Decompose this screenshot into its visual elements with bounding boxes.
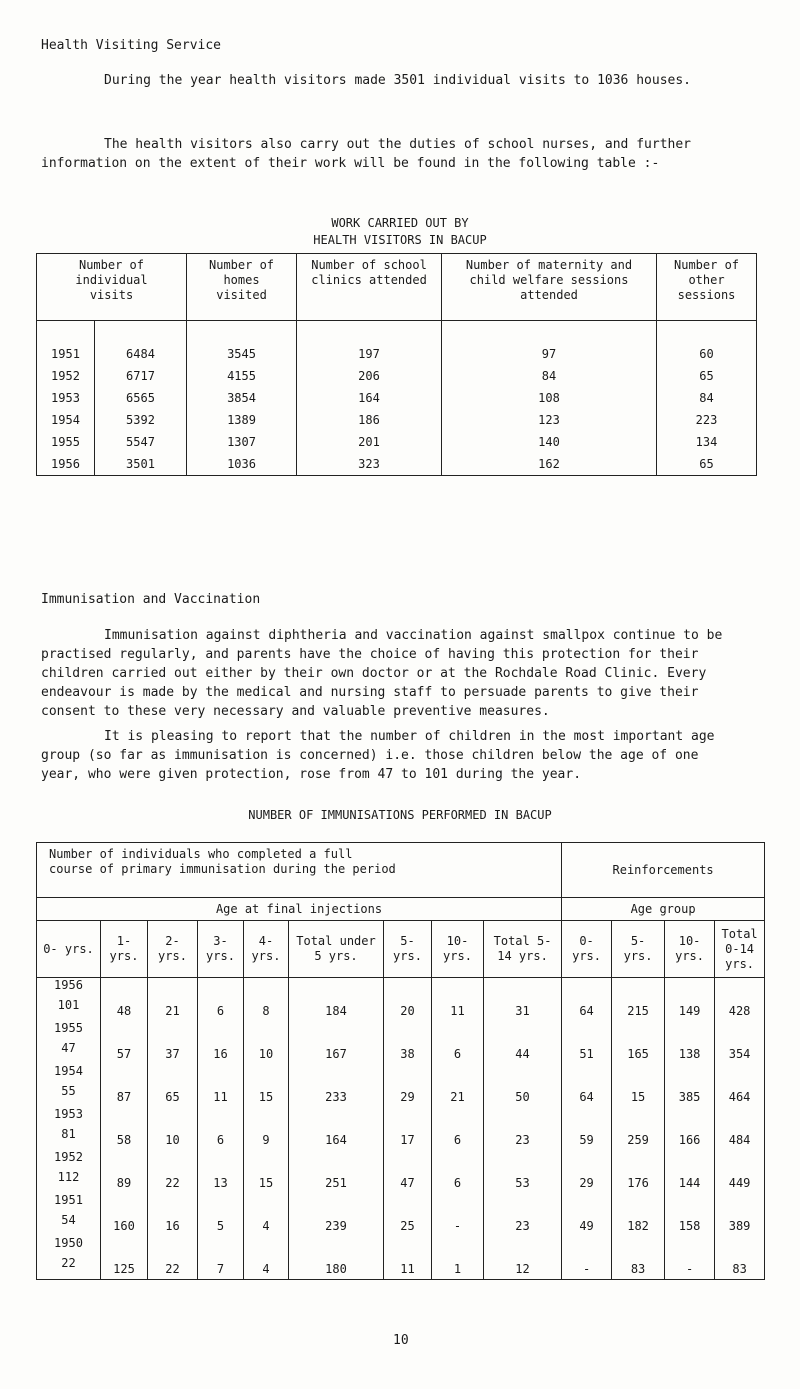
table-row (37, 1021, 765, 1064)
table-cell: 233 (289, 1064, 384, 1107)
table-row (37, 1236, 765, 1280)
table2-sub-header (37, 898, 765, 921)
immunisation-paragraph: Immunisation against diphtheria and vaccination against smallpox continue to be practised regularly, and parents have the choice of having this protection for their children carried out either by their own doctor or at the Rochdale Road Clinic. Every endeavour is made by the medical and nursing staff to persuade parents to give their consent to these very necessary and valuable preventive measures. (41, 628, 723, 719)
table-cell: 206 (297, 365, 442, 387)
row-year: 1955 (54, 1021, 83, 1035)
table-cell: - (665, 1236, 715, 1280)
table-cell: 84 (442, 365, 657, 387)
table-row (37, 1107, 765, 1150)
table-cell: 4155 (187, 365, 297, 387)
page-heading: Health Visiting Service (41, 38, 222, 53)
table-cell: 51 (562, 1021, 612, 1064)
year-cell (37, 978, 101, 1022)
table-cell: 134 (657, 431, 757, 453)
table-cell: 21 (432, 1064, 484, 1107)
table-cell: 11 (198, 1064, 244, 1107)
year-cell: 1954 (37, 409, 95, 431)
table-cell: 10 (148, 1107, 198, 1150)
year-cell (37, 1193, 101, 1236)
column-header: 4- yrs. (244, 921, 289, 978)
table-cell: 17 (384, 1107, 432, 1150)
table-cell: - (562, 1236, 612, 1280)
year-cell: 1955 (37, 431, 95, 453)
table-cell: 6 (432, 1107, 484, 1150)
table-cell: 65 (148, 1064, 198, 1107)
table-cell: 6 (198, 978, 244, 1022)
table-cell: 215 (612, 978, 665, 1022)
table-cell: 158 (665, 1193, 715, 1236)
column-header: 5- yrs. (384, 921, 432, 978)
table-cell: 83 (715, 1236, 765, 1280)
table2-title: NUMBER OF IMMUNISATIONS PERFORMED IN BACUP (248, 808, 552, 822)
column-header: 10- yrs. (432, 921, 484, 978)
table-row (37, 387, 757, 409)
header-primary-course: Number of individuals who completed a full course of primary immunisation during the period (37, 843, 562, 898)
year-cell (37, 1021, 101, 1064)
table-cell: 182 (612, 1193, 665, 1236)
table-cell: 167 (289, 1021, 384, 1064)
table-row (37, 1064, 765, 1107)
table-row (37, 409, 757, 431)
table-cell: 160 (101, 1193, 148, 1236)
row-value: 22 (61, 1256, 76, 1270)
table-row (37, 1193, 765, 1236)
table-cell: 6484 (95, 343, 187, 365)
table-cell: 6565 (95, 387, 187, 409)
table-cell: 20 (384, 978, 432, 1022)
table-cell: 6 (432, 1021, 484, 1064)
row-value: 112 (57, 1170, 80, 1184)
table-cell: 251 (289, 1150, 384, 1193)
year-cell (37, 1064, 101, 1107)
table-cell: 201 (297, 431, 442, 453)
immunisation-table (36, 842, 765, 1280)
table-cell: 1307 (187, 431, 297, 453)
column-header: 5- yrs. (612, 921, 665, 978)
table-header-row (37, 254, 757, 321)
table-cell: 428 (715, 978, 765, 1022)
table-row (37, 1150, 765, 1193)
row-year: 1952 (54, 1150, 83, 1164)
table-cell: 4 (244, 1193, 289, 1236)
table-cell: 29 (384, 1064, 432, 1107)
year-cell: 1953 (37, 387, 95, 409)
row-year: 1951 (54, 1193, 83, 1207)
table-cell: 4 (244, 1236, 289, 1280)
year-cell (37, 1107, 101, 1150)
table-cell: 49 (562, 1193, 612, 1236)
table-cell: 15 (612, 1064, 665, 1107)
table-cell: 89 (101, 1150, 148, 1193)
table-cell: 184 (289, 978, 384, 1022)
year-cell: 1952 (37, 365, 95, 387)
table-cell: 259 (612, 1107, 665, 1150)
section-heading-immunisation: Immunisation and Vaccination (41, 592, 261, 607)
age-group-paragraph: It is pleasing to report that the number of children in the most important age group (so far as immunisation is concerned) i.e. those children below the age of one year, who were given protection, rose from 47 to 101 during the year. (41, 729, 715, 782)
table-cell: 31 (484, 978, 562, 1022)
header-other-sessions: Number of other sessions (657, 254, 757, 321)
intro-paragraph: During the year health visitors made 3501 individual visits to 1036 houses. (104, 73, 691, 88)
table-cell: 176 (612, 1150, 665, 1193)
table-cell: 84 (657, 387, 757, 409)
table-cell: 186 (297, 409, 442, 431)
table-cell: 6717 (95, 365, 187, 387)
column-header: Total 5-14 yrs. (484, 921, 562, 978)
row-value: 54 (61, 1213, 76, 1227)
table-cell: 50 (484, 1064, 562, 1107)
table-cell: 108 (442, 387, 657, 409)
table-cell: 57 (101, 1021, 148, 1064)
table-cell: 83 (612, 1236, 665, 1280)
table-cell: 25 (384, 1193, 432, 1236)
column-header: 2- yrs. (148, 921, 198, 978)
table-cell: 22 (148, 1236, 198, 1280)
table-cell: 140 (442, 431, 657, 453)
table-cell: 11 (432, 978, 484, 1022)
table-cell: 29 (562, 1150, 612, 1193)
header-age-group: Age group (562, 898, 765, 921)
table-cell: 197 (297, 343, 442, 365)
table-cell: 464 (715, 1064, 765, 1107)
table1-title (0, 215, 800, 249)
table-cell: 12 (484, 1236, 562, 1280)
table-cell: 385 (665, 1064, 715, 1107)
health-visitors-table (36, 253, 757, 476)
header-homes-visited: Number of homes visited (187, 254, 297, 321)
table-cell: 3501 (95, 453, 187, 476)
table-row (37, 343, 757, 365)
table-cell: 13 (198, 1150, 244, 1193)
table-cell: 6 (432, 1150, 484, 1193)
table-cell: 23 (484, 1107, 562, 1150)
row-year: 1950 (54, 1236, 83, 1250)
table-cell: - (432, 1193, 484, 1236)
column-header: 10- yrs. (665, 921, 715, 978)
table-cell: 22 (148, 1150, 198, 1193)
column-header: Total under 5 yrs. (289, 921, 384, 978)
table-cell: 484 (715, 1107, 765, 1150)
table-cell: 1389 (187, 409, 297, 431)
table-row (37, 431, 757, 453)
table-cell: 1036 (187, 453, 297, 476)
table-cell: 65 (657, 453, 757, 476)
table-cell: 64 (562, 1064, 612, 1107)
table-cell: 8 (244, 978, 289, 1022)
year-cell: 1956 (37, 453, 95, 476)
table-cell: 125 (101, 1236, 148, 1280)
table-cell: 64 (562, 978, 612, 1022)
table-cell: 44 (484, 1021, 562, 1064)
table-cell: 354 (715, 1021, 765, 1064)
table-cell: 65 (657, 365, 757, 387)
table-cell: 239 (289, 1193, 384, 1236)
table-cell: 21 (148, 978, 198, 1022)
table-cell: 15 (244, 1150, 289, 1193)
table-cell: 162 (442, 453, 657, 476)
column-header: 0- yrs. (562, 921, 612, 978)
table-cell: 23 (484, 1193, 562, 1236)
table2-top-header (37, 843, 765, 898)
table-cell: 164 (297, 387, 442, 409)
table-cell: 16 (148, 1193, 198, 1236)
table-cell: 144 (665, 1150, 715, 1193)
row-value: 101 (57, 998, 80, 1012)
table-cell: 5392 (95, 409, 187, 431)
table1-title-line2: HEALTH VISITORS IN BACUP (313, 233, 487, 247)
table-cell: 3854 (187, 387, 297, 409)
row-year: 1953 (54, 1107, 83, 1121)
year-cell: 1951 (37, 343, 95, 365)
table-cell: 3545 (187, 343, 297, 365)
table-cell: 5 (198, 1193, 244, 1236)
table-cell: 180 (289, 1236, 384, 1280)
column-header: 3- yrs. (198, 921, 244, 978)
table-cell: 48 (101, 978, 148, 1022)
column-header: Total 0-14 yrs. (715, 921, 765, 978)
table-row (37, 365, 757, 387)
intro-paragraph-2: The health visitors also carry out the duties of school nurses, and further information on the extent of their work will be found in the following table :- (41, 137, 691, 171)
table-cell: 164 (289, 1107, 384, 1150)
table-cell: 165 (612, 1021, 665, 1064)
header-age-at-final-injections: Age at final injections (37, 898, 562, 921)
table2-column-headers (37, 921, 765, 978)
spacer-row (37, 321, 757, 344)
header-reinforcements: Reinforcements (562, 843, 765, 898)
table-cell: 37 (148, 1021, 198, 1064)
column-header: 1- yrs. (101, 921, 148, 978)
table-cell: 97 (442, 343, 657, 365)
table-cell: 15 (244, 1064, 289, 1107)
table-cell: 123 (442, 409, 657, 431)
year-cell (37, 1236, 101, 1280)
table-cell: 47 (384, 1150, 432, 1193)
row-year: 1954 (54, 1064, 83, 1078)
header-school-clinics: Number of school clinics attended (297, 254, 442, 321)
table-cell: 149 (665, 978, 715, 1022)
table-cell: 138 (665, 1021, 715, 1064)
table-cell: 60 (657, 343, 757, 365)
table-cell: 166 (665, 1107, 715, 1150)
table-cell: 7 (198, 1236, 244, 1280)
table-cell: 323 (297, 453, 442, 476)
column-header: 0- yrs. (37, 921, 101, 978)
table-cell: 58 (101, 1107, 148, 1150)
table-row (37, 978, 765, 1022)
table-cell: 10 (244, 1021, 289, 1064)
row-value: 47 (61, 1041, 76, 1055)
table-cell: 53 (484, 1150, 562, 1193)
table-cell: 38 (384, 1021, 432, 1064)
row-year: 1956 (54, 978, 83, 992)
header-maternity-sessions: Number of maternity and child welfare sessions attended (442, 254, 657, 321)
table-cell: 449 (715, 1150, 765, 1193)
row-value: 55 (61, 1084, 76, 1098)
header-individual-visits: Number of individual visits (37, 254, 187, 321)
table-row (37, 453, 757, 476)
table-cell: 223 (657, 409, 757, 431)
table-cell: 87 (101, 1064, 148, 1107)
table-cell: 11 (384, 1236, 432, 1280)
table-cell: 59 (562, 1107, 612, 1150)
table-cell: 9 (244, 1107, 289, 1150)
table-cell: 1 (432, 1236, 484, 1280)
table-cell: 389 (715, 1193, 765, 1236)
table-cell: 5547 (95, 431, 187, 453)
year-cell (37, 1150, 101, 1193)
table1-title-line1: WORK CARRIED OUT BY (331, 216, 469, 230)
table-cell: 6 (198, 1107, 244, 1150)
table-cell: 16 (198, 1021, 244, 1064)
row-value: 81 (61, 1127, 76, 1141)
page-number: 10 (393, 1333, 409, 1348)
